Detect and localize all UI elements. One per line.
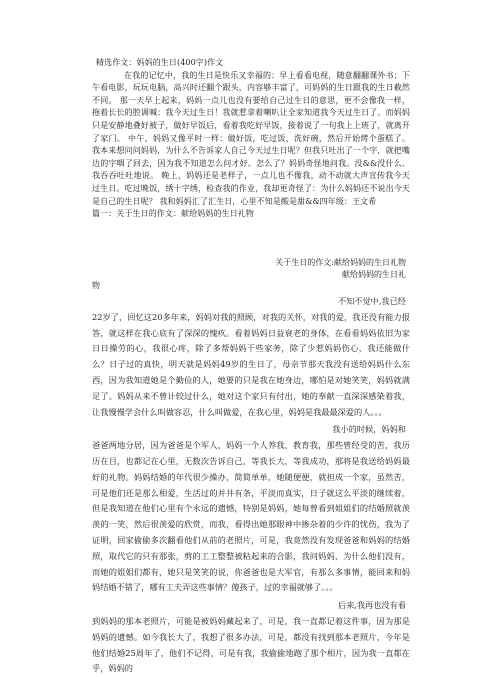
section-title-wrap: 物	[92, 281, 100, 291]
paragraph-lead-3: 后来,我再也没有看	[337, 600, 406, 611]
paragraph-lead-2: 我小的时候，妈妈和	[332, 424, 406, 435]
section-title-right-1: 关于生日的作文:献给妈妈的生日礼物	[275, 258, 406, 267]
essay-body	[92, 294, 410, 677]
body-paragraph-1: 22岁了，回忆这20多年来，妈妈对我的照顾，对我的关怀，对我的爱，我还没有能力报答，就这样在我心底有了深深的愧疚。看着妈妈日益衰老的身体，在看看妈妈依旧为家日日操劳的心，我很心疼，除了多帮妈妈干些家务，除了少惹妈妈伤心，我还能做什么？日子过的真快，明天就是妈妈49岁的生日了，母亲节那天我没有送给妈妈什么东西，因为我知道她是个勤俭的人，她要的只是我在她身边，哪怕是对她笑笑，妈妈就满足了。妈妈从来不曾计较过什么，她对这个家只有付出，她的奉献一直深深感染着我，让我慢慢学会什么叫做容忍，什么叫做爱，在我心里，妈妈是我最最深爱的人。。。	[92, 311, 410, 417]
section-heading: 篇一：关于生日的作文：献给妈妈的生日礼物	[92, 209, 254, 219]
essay-top-block	[92, 57, 410, 221]
paragraph-lead-1: 不知不觉中,我已经	[337, 296, 406, 306]
section-title-right-2: 献给妈妈的生日礼	[342, 269, 406, 279]
essay-title: 精选作文：妈妈的生日(400字)作文	[96, 58, 224, 67]
section-title-block	[92, 257, 410, 292]
body-paragraph-2: 爸爸两地分居，因为爸爸是个军人，妈妈一个人养我，教育我，那些曾经受的苦，我历历在目，也都记在心里，无数次告诉自己，等我长大，等我成功，那将是我送给妈妈最好的礼物。妈妈结婚的年代很少操办，简简单单，她随便便，就担成一个家，虽然苦，可是他们还是那么相爱，生活过的并井有条，平淡而真实，日子就这么平淡的继续着，但是我知道在他们心里有个永远的遗憾，特别是妈妈，她每曾看到姐姐们的结婚照就羡羡的一笑，然后很羡爱的欣赏，而我，看得出她那眼神中掺杂着的少许的忧伤，我为了证明，回家偷偷多次翻看他们从前的老照片，可是，我竟然没有发现爸爸和妈妈的结婚照，取代它的只有那张，剪的工工整整被粘起来的合影，我问妈妈，为什么他们没有，而她的姐姐们都有，她只是笑笑的说，你爸爸也是大军官，有那么多事情，能回来和妈妈结婚不错了，哪有工夫弄这些事情？傻孩子，过的幸福就够了。。。	[92, 440, 410, 593]
essay-paragraph: 在我的记忆中，我的生日是快乐又幸福的：早上看看电视，随意翻翻课外书；下午看电影，玩玩电脑，高兴时还翻个跟头，内容够丰富了，可妈妈的生日跟我的生日截然不同。 那一天早上起来，妈妈一点儿也没有要给自己过生日的意思，更不会像我一样，拖着长长的腔调喊：我今天过生日！我就惹拿着喇叭让全家知道我今天过生日了。而妈妈只是安静地叠好被子，做好早饭后，看着我吃好早饭，接着说了一句我上上班了，就离开了家门。 中午，妈妈又像平时一样：做好饭，吃过饭，洗好碗，然后开始烤个蛋糕了。我本来想问问妈妈，为什么不告诉家人自己今天过生日呢？但我只吐出了一个字，就把嘴边的字咽了回去，因为我不知道怎么问才好。怎么了？妈妈奇怪地问我。没&&没什么。我吞吞吐吐地说。 晚上，妈妈还是老样子，一点儿也不像我，动不动就大声宣传我今天过生日。吃过晚饭，绣十字绣，检查我的作业，我却更奇怪了：为什么妈妈还不说出今天是自己的生日呢？ 我和妈妈汇了汇生日，心里不知是酸是甜&&四年级：王文希	[92, 70, 410, 206]
body-paragraph-3: 到妈妈的那本老照片，可能是被妈妈藏起来了，可是，我一直都记着这件事，因为那是妈妈的遗憾。如今我长大了，我想了很多办法，可是，都没有找到那本老照片，今年是他们结婚25周年了，他们不记得，可是有我，我偷偷地跑了那个相片，因为我一直都在乎，妈妈的	[92, 615, 410, 674]
